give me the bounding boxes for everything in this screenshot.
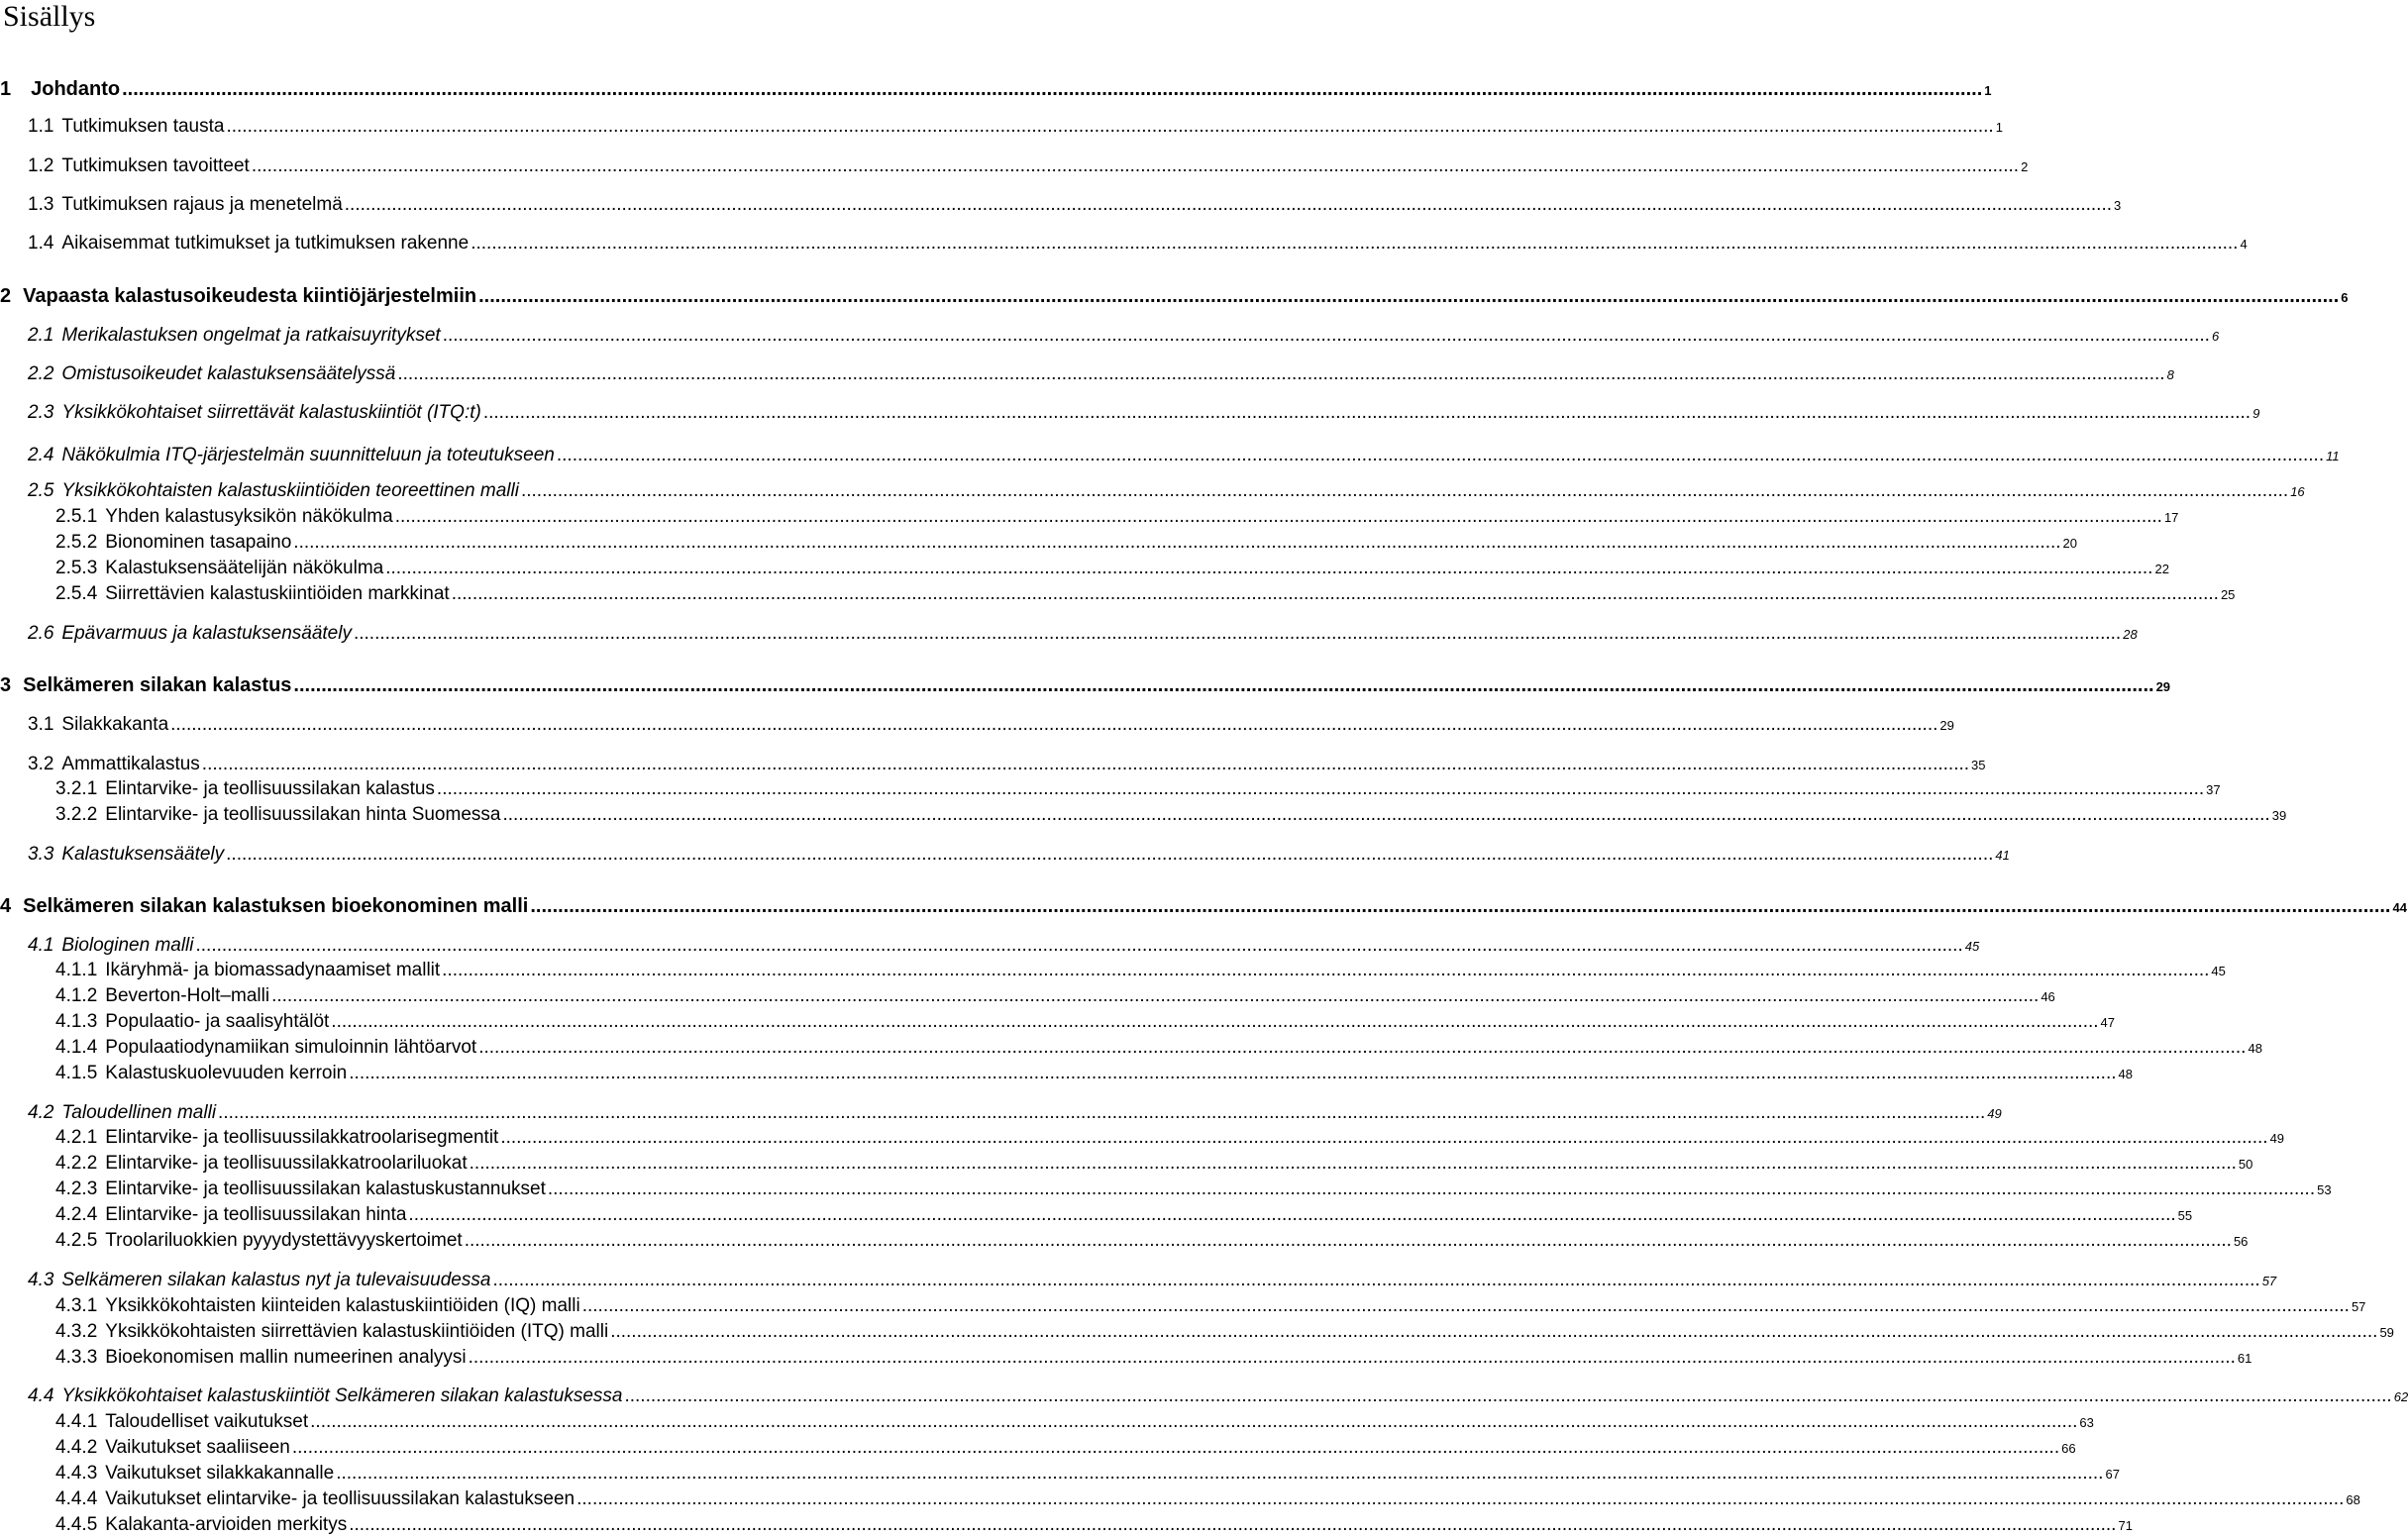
toc-entry-label	[55, 803, 500, 827]
toc-entry[interactable]	[55, 1487, 2360, 1512]
toc-entry[interactable]	[55, 1229, 2249, 1254]
toc-entry-title: Yhden kalastusyksikön näkökulma	[105, 506, 393, 527]
dot-leader	[469, 1346, 2236, 1370]
toc-entry-title: Populaatio- ja saalisyhtälöt	[105, 1011, 330, 1032]
toc-entry-number: 2.1	[28, 325, 54, 346]
dot-leader	[252, 154, 2019, 178]
toc-entry-page: 3	[2114, 198, 2122, 213]
dot-leader	[395, 505, 2162, 529]
toc-entry-label	[28, 154, 250, 178]
toc-entry-title: Omistusoikeudet kalastuksensäätelyssä	[61, 363, 396, 384]
toc-entry[interactable]	[55, 959, 2226, 983]
toc-entry-number: 1.2	[28, 155, 54, 176]
toc-entry-number: 1.1	[28, 116, 54, 137]
toc-entry-title: Siirrettävien kalastuskiintiöiden markkinat	[105, 583, 450, 604]
toc-entry-number: 2.3	[28, 402, 54, 423]
toc-entry-number: 4.4.2	[55, 1437, 98, 1458]
toc-entry[interactable]	[28, 843, 2010, 868]
toc-entry[interactable]	[28, 622, 2138, 647]
toc-entry-number: 2.6	[28, 623, 54, 644]
toc-entry-title: Näkökulmia ITQ-järjestelmän suunnitteluun ja toteutukseen	[61, 445, 555, 465]
toc-entry-number: 1.4	[28, 233, 54, 254]
toc-entry-label	[0, 77, 120, 101]
toc-entry-title: Aikaisemmat tutkimukset ja tutkimuksen rakenne	[61, 233, 470, 254]
dot-leader	[478, 284, 2339, 308]
page-title: Sisällys	[3, 0, 96, 33]
toc-entry-page: 45	[1964, 939, 1980, 954]
toc-entry-label	[55, 1152, 468, 1176]
dot-leader	[349, 1513, 2116, 1537]
toc-entry-number: 2.5	[28, 480, 54, 501]
toc-entry-title: Tutkimuksen tausta	[61, 116, 225, 137]
toc-entry-number: 3.2.2	[55, 804, 98, 825]
toc-entry[interactable]	[28, 324, 2220, 349]
dot-leader	[478, 1036, 2246, 1060]
dot-leader	[521, 479, 2288, 503]
toc-entry-label	[28, 843, 224, 867]
toc-entry-label	[55, 1513, 347, 1537]
toc-entry[interactable]	[55, 1346, 2252, 1371]
toc-entry-page: 16	[2290, 484, 2305, 499]
toc-entry-page: 22	[2154, 562, 2169, 576]
toc-entry-label	[55, 1229, 463, 1253]
toc-entry-number: 4.1.1	[55, 960, 98, 980]
toc-entry[interactable]	[0, 673, 2171, 699]
toc-entry-page: 63	[2079, 1415, 2094, 1430]
dot-leader	[465, 1229, 2232, 1253]
dot-leader	[122, 77, 1982, 101]
toc-entry-number: 3.2.1	[55, 778, 98, 799]
toc-entry-page: 48	[2248, 1041, 2262, 1056]
dot-leader	[576, 1487, 2344, 1511]
toc-entry[interactable]	[0, 77, 1992, 103]
toc-entry-label	[55, 1010, 329, 1034]
toc-entry-label	[55, 1410, 308, 1434]
toc-entry-number: 4.1.4	[55, 1037, 98, 1058]
toc-entry[interactable]	[28, 479, 2305, 504]
dot-leader	[336, 1462, 2103, 1486]
dot-leader	[331, 1010, 2098, 1034]
toc-entry-label	[28, 479, 519, 503]
toc-entry-label	[55, 557, 383, 580]
dot-leader	[349, 1062, 2116, 1085]
toc-entry-label	[55, 984, 269, 1008]
dot-leader	[354, 622, 2121, 646]
toc-entry-number: 4.4	[28, 1385, 54, 1406]
toc-entry-title: Kalastuksensäätelijän näkökulma	[105, 558, 384, 578]
toc-entry-label	[55, 1462, 334, 1486]
toc-entry-number: 1.3	[28, 194, 54, 215]
toc-entry-page: 66	[2061, 1441, 2076, 1456]
toc-entry-title: Elintarvike- ja teollisuussilakan kalastuskustannukset	[105, 1179, 546, 1199]
toc-entry-label	[55, 1062, 347, 1085]
toc-entry-page: 67	[2105, 1467, 2120, 1482]
dot-leader	[483, 401, 2251, 425]
toc-entry-title: Selkämeren silakan kalastus	[23, 674, 292, 696]
toc-entry-label	[0, 894, 528, 918]
toc-entry-title: Tutkimuksen rajaus ja menetelmä	[61, 194, 343, 215]
toc-entry[interactable]	[55, 582, 2236, 607]
dot-leader	[502, 803, 2269, 827]
toc-entry-title: Elintarvike- ja teollisuussilakkatroolarisegmentit	[105, 1127, 499, 1148]
dot-leader	[470, 1152, 2237, 1176]
dot-leader	[500, 1126, 2267, 1150]
dot-leader	[408, 1203, 2175, 1227]
toc-entry[interactable]	[55, 777, 2221, 802]
toc-entry-page: 44	[2392, 900, 2407, 915]
toc-entry-number: 2	[0, 285, 12, 307]
toc-entry-number: 4.3.1	[55, 1295, 98, 1316]
toc-entry-page: 20	[2062, 536, 2078, 551]
toc-entry[interactable]	[28, 713, 1954, 738]
toc-entry-title: Troolariluokkien pyyydystettävyyskertoimet	[105, 1230, 463, 1251]
toc-entry[interactable]	[55, 1294, 2366, 1319]
toc-entry[interactable]	[55, 1320, 2394, 1345]
toc-entry-page: 50	[2238, 1157, 2253, 1172]
toc-entry-label	[55, 531, 291, 555]
toc-entry-label	[28, 1101, 216, 1125]
toc-entry-title: Elintarvike- ja teollisuussilakan hinta	[105, 1204, 407, 1225]
toc-entry-page: 56	[2233, 1234, 2249, 1249]
toc-entry-title: Vapaasta kalastusoikeudesta kiintiöjärjestelmiin	[23, 285, 477, 307]
dot-leader	[202, 753, 1969, 776]
toc-entry[interactable]	[0, 894, 2407, 920]
toc-entry-label	[55, 1036, 476, 1060]
toc-entry-label	[28, 934, 194, 958]
toc-entry-label	[55, 1294, 580, 1318]
toc-entry-title: Yksikkökohtaiset kalastuskiintiöt Selkämeren silakan kalastuksessa	[61, 1385, 623, 1406]
toc-entry-label	[28, 193, 343, 217]
toc-entry-number: 4.4.1	[55, 1411, 98, 1432]
toc-entry-page: 71	[2118, 1518, 2133, 1533]
toc-entry[interactable]	[55, 1462, 2120, 1487]
toc-entry-title: Vaikutukset elintarvike- ja teollisuussilakan kalastukseen	[105, 1488, 576, 1509]
toc-entry[interactable]	[55, 984, 2055, 1009]
toc-entry[interactable]	[55, 1062, 2133, 1086]
toc-entry-page: 49	[1987, 1106, 2002, 1121]
toc-entry-number: 4.2.5	[55, 1230, 98, 1251]
toc-entry-title: Silakkakanta	[61, 714, 169, 735]
dot-leader	[557, 444, 2324, 467]
toc-entry-label	[28, 115, 224, 139]
toc-entry-title: Taloudelliset vaikutukset	[105, 1411, 309, 1432]
toc-entry[interactable]	[28, 401, 2260, 426]
dot-leader	[293, 531, 2060, 555]
toc-entry-label	[55, 1346, 467, 1370]
toc-entry-page: 28	[2123, 627, 2138, 642]
dot-leader	[471, 232, 2238, 256]
toc-entry-number: 4.3	[28, 1270, 54, 1290]
toc-entry-title: Kalakanta-arvioiden merkitys	[105, 1514, 348, 1535]
toc-entry-page: 6	[2341, 290, 2349, 305]
toc-entry-number: 4.4.3	[55, 1463, 98, 1484]
toc-entry[interactable]	[55, 531, 2078, 556]
toc-entry-page: 59	[2379, 1325, 2394, 1340]
toc-entry-title: Vaikutukset silakkakannalle	[105, 1463, 335, 1484]
toc-entry-number: 4.3.2	[55, 1321, 98, 1342]
toc-entry-title: Johdanto	[31, 78, 121, 100]
toc-entry-page: 39	[2271, 808, 2287, 823]
toc-entry-page: 49	[2269, 1131, 2285, 1146]
toc-entry-title: Ikäryhmä- ja biomassadynaamiset mallit	[105, 960, 441, 980]
toc-entry-page: 46	[2041, 989, 2055, 1004]
dot-leader	[310, 1410, 2077, 1434]
toc-entry-title: Vaikutukset saaliiseen	[105, 1437, 290, 1458]
toc-entry-number: 4.2	[28, 1102, 54, 1123]
toc-entry[interactable]	[28, 154, 2029, 179]
toc-entry-number: 3.3	[28, 844, 54, 865]
toc-entry-page: 6	[2211, 329, 2220, 344]
toc-entry-label	[55, 1320, 608, 1344]
dot-leader	[582, 1294, 2350, 1318]
toc-entry[interactable]	[28, 1384, 2408, 1409]
toc-entry-label	[55, 582, 450, 606]
toc-entry-title: Elintarvike- ja teollisuussilakan kalastus	[105, 778, 435, 799]
toc-entry-label	[55, 1126, 498, 1150]
toc-entry-page: 17	[2163, 510, 2179, 525]
toc-entry-page: 35	[1971, 758, 1986, 772]
dot-leader	[196, 934, 1963, 958]
toc-entry-number: 4.3.3	[55, 1347, 98, 1368]
toc-entry[interactable]	[55, 1436, 2076, 1461]
toc-entry-page: 2	[2021, 159, 2029, 174]
toc-entry-page: 61	[2237, 1351, 2252, 1366]
dot-leader	[170, 713, 1937, 737]
dot-leader	[293, 673, 2153, 697]
toc-entry-title: Yksikkökohtaisten siirrettävien kalastuskiintiöiden (ITQ) malli	[105, 1321, 609, 1342]
toc-entry[interactable]	[55, 1126, 2285, 1151]
toc-entry-title: Biologinen malli	[61, 935, 194, 956]
toc-entry-page: 9	[2252, 406, 2260, 421]
toc-entry-number: 2.5.2	[55, 532, 98, 553]
toc-entry[interactable]	[55, 1178, 2332, 1202]
toc-entry[interactable]	[55, 803, 2287, 828]
toc-entry-label	[55, 1178, 546, 1201]
toc-entry-title: Elintarvike- ja teollisuussilakan hinta Suomessa	[105, 804, 501, 825]
dot-leader	[452, 582, 2219, 606]
dot-leader	[397, 362, 2164, 386]
toc-entry-label	[55, 1436, 290, 1460]
toc-entry-number: 1	[0, 78, 12, 100]
toc-entry[interactable]	[28, 1101, 2002, 1126]
toc-entry-label	[28, 401, 481, 425]
toc-entry-title: Yksikkökohtaisten kiinteiden kalastuskiintiöiden (IQ) malli	[105, 1295, 580, 1316]
toc-entry-number: 2.5.4	[55, 583, 98, 604]
toc-entry[interactable]	[55, 1203, 2193, 1228]
toc-entry[interactable]	[55, 557, 2169, 581]
toc-entry-title: Ammattikalastus	[61, 754, 200, 774]
toc-entry[interactable]	[55, 1513, 2133, 1538]
toc-entry-number: 4.1.3	[55, 1011, 98, 1032]
toc-entry-title: Yksikkökohtaiset siirrettävät kalastuskiintiöt (ITQ:t)	[61, 402, 481, 423]
toc-entry[interactable]	[0, 284, 2349, 310]
toc-entry-label	[55, 505, 393, 529]
toc-entry-number: 4.2.3	[55, 1179, 98, 1199]
toc-entry-page: 8	[2166, 367, 2174, 382]
toc-entry-number: 4.1.2	[55, 985, 98, 1006]
toc-entry-page: 55	[2177, 1208, 2193, 1223]
toc-entry[interactable]	[28, 934, 1980, 959]
toc-entry-page: 29	[2155, 679, 2171, 694]
toc-entry-label	[28, 232, 469, 256]
dot-leader	[548, 1178, 2315, 1201]
toc-entry[interactable]	[28, 1269, 2277, 1293]
toc-entry[interactable]	[55, 1036, 2262, 1061]
toc-entry[interactable]	[55, 1410, 2094, 1435]
dot-leader	[610, 1320, 2377, 1344]
toc-entry-page: 1	[1984, 83, 1992, 98]
toc-entry-page: 47	[2100, 1015, 2116, 1030]
toc-entry-number: 4.4.4	[55, 1488, 98, 1509]
dot-leader	[443, 324, 2210, 348]
toc-entry[interactable]	[28, 193, 2122, 218]
toc-entry-title: Epävarmuus ja kalastuksensäätely	[61, 623, 352, 644]
toc-entry-title: Taloudellinen malli	[61, 1102, 217, 1123]
toc-entry-label	[28, 1269, 490, 1292]
toc-entry-title: Populaatiodynamiikan simuloinnin lähtöarvot	[105, 1037, 477, 1058]
toc-entry-number: 4.2.1	[55, 1127, 98, 1148]
dot-leader	[492, 1269, 2259, 1292]
toc-entry-page: 4	[2240, 237, 2248, 252]
dot-leader	[437, 777, 2204, 801]
toc-entry[interactable]	[28, 115, 2003, 140]
toc-entry[interactable]	[28, 232, 2248, 256]
toc-entry-number: 3.1	[28, 714, 54, 735]
toc-entry[interactable]	[55, 1152, 2253, 1177]
toc-entry-label	[28, 753, 200, 776]
toc-entry-label	[28, 444, 555, 467]
toc-entry[interactable]	[28, 753, 1986, 777]
dot-leader	[292, 1436, 2059, 1460]
toc-entry-page: 25	[2220, 587, 2236, 602]
toc-entry-number: 2.4	[28, 445, 54, 465]
toc-entry-number: 4.1.5	[55, 1063, 98, 1083]
toc-entry-page: 45	[2211, 964, 2226, 978]
toc-entry-number: 4.2.2	[55, 1153, 98, 1174]
toc-entry-page: 62	[2393, 1389, 2408, 1404]
toc-entry-page: 37	[2206, 782, 2221, 797]
toc-entry-title: Tutkimuksen tavoitteet	[61, 155, 250, 176]
toc-entry-label	[28, 1384, 622, 1408]
toc-entry-label	[28, 622, 352, 646]
toc-entry-title: Yksikkökohtaisten kalastuskiintiöiden teoreettinen malli	[61, 480, 519, 501]
toc-entry-number: 4.4.5	[55, 1514, 98, 1535]
toc-entry-page: 1	[1995, 120, 2003, 135]
toc-entry-page: 41	[1995, 848, 2010, 863]
toc-entry-label	[28, 713, 168, 737]
dot-leader	[218, 1101, 1985, 1125]
dot-leader	[226, 115, 1993, 139]
toc-entry-number: 2.5.1	[55, 506, 98, 527]
dot-leader	[345, 193, 2112, 217]
toc-entry-page: 48	[2118, 1067, 2133, 1081]
toc-entry-page: 57	[2351, 1299, 2366, 1314]
toc-entry[interactable]	[55, 1010, 2116, 1035]
toc-entry-number: 2.5.3	[55, 558, 98, 578]
toc-entry[interactable]	[55, 505, 2179, 530]
dot-leader	[271, 984, 2039, 1008]
toc-entry-number: 3.2	[28, 754, 54, 774]
toc-entry-label	[0, 673, 291, 697]
dot-leader	[624, 1384, 2391, 1408]
toc-entry-label	[55, 777, 435, 801]
toc-entry-title: Bionominen tasapaino	[105, 532, 292, 553]
toc-entry-title: Bioekonomisen mallin numeerinen analyysi	[105, 1347, 467, 1368]
toc-entry-page: 57	[2261, 1274, 2277, 1288]
toc-entry-title: Merikalastuksen ongelmat ja ratkaisuyritykset	[61, 325, 441, 346]
toc-entry-title: Selkämeren silakan kalastuksen bioekonominen malli	[23, 895, 529, 917]
dot-leader	[226, 843, 1993, 867]
toc-entry-number: 4	[0, 895, 12, 917]
toc-entry-page: 68	[2346, 1492, 2360, 1507]
toc-entry-page: 29	[1939, 718, 1954, 733]
toc-entry-number: 4.1	[28, 935, 54, 956]
toc-entry[interactable]	[28, 444, 2340, 468]
toc-entry-label	[0, 284, 476, 308]
toc-entry[interactable]	[28, 362, 2174, 387]
toc-entry-number: 4.2.4	[55, 1204, 98, 1225]
toc-entry-label	[55, 1487, 575, 1511]
toc-entry-title: Elintarvike- ja teollisuussilakkatroolariluokat	[105, 1153, 468, 1174]
dot-leader	[385, 557, 2152, 580]
toc-entry-page: 53	[2317, 1182, 2332, 1197]
toc-entry-label	[28, 324, 441, 348]
toc-entry-title: Kalastuksensäätely	[61, 844, 225, 865]
toc-entry-number: 2.2	[28, 363, 54, 384]
toc-entry-page: 11	[2326, 449, 2340, 463]
toc-entry-title: Beverton-Holt–malli	[105, 985, 270, 1006]
toc-entry-label	[55, 1203, 406, 1227]
dot-leader	[442, 959, 2209, 982]
dot-leader	[530, 894, 2390, 918]
toc-entry-number: 3	[0, 674, 12, 696]
toc-entry-label	[55, 959, 440, 982]
toc-entry-title: Kalastuskuolevuuden kerroin	[105, 1063, 348, 1083]
toc-entry-label	[28, 362, 395, 386]
toc-entry-title: Selkämeren silakan kalastus nyt ja tulevaisuudessa	[61, 1270, 491, 1290]
